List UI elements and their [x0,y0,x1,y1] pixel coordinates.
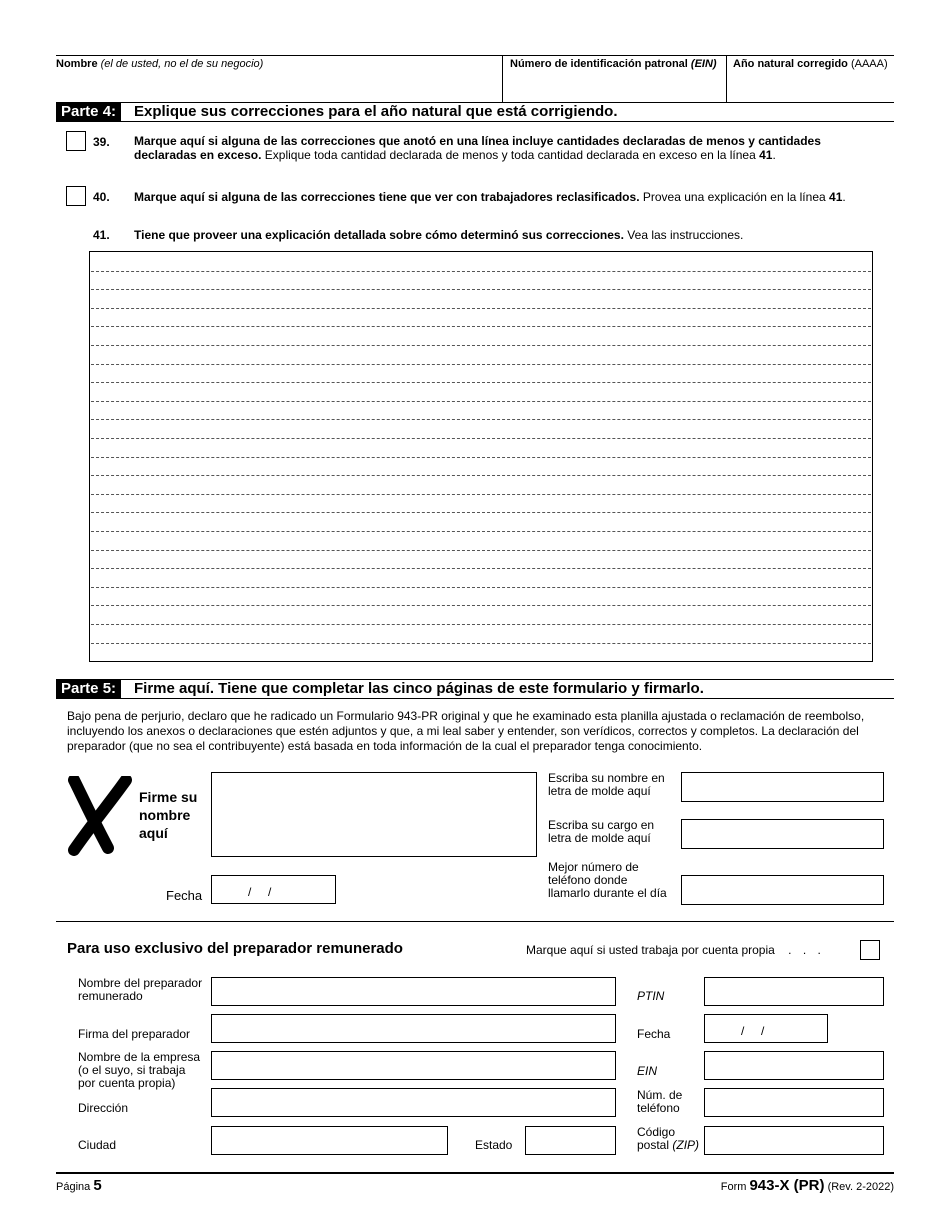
explanation-line [91,308,871,309]
preparer-signature-label: Firma del preparador [78,1027,191,1041]
form-id: Form 943-X (PR) (Rev. 2-2022) [720,1177,894,1194]
page-number: Página 5 [56,1177,102,1194]
line41-text: Tiene que proveer una explicación detallada sobre cómo determinó sus correcciones. Vea las instrucciones. [134,228,744,242]
explanation-line [91,512,871,513]
signature-date-field[interactable]: / / [211,875,336,904]
line39-number: 39. [93,135,110,149]
print-name-field[interactable] [681,772,884,802]
part4-title: Explique sus correcciones para el año natural que está corrigiendo. [134,103,618,120]
explanation-line [91,419,871,420]
sign-here-label: Firme su nombre aquí [139,789,198,841]
preparer-phone-field[interactable] [704,1088,884,1117]
explanation-line [91,494,871,495]
explanation-line [91,531,871,532]
ptin-label: PTIN [637,989,665,1003]
self-employed-label: Marque aquí si usted trabaja por cuenta propia . . . [526,943,825,957]
explanation-line [91,326,871,327]
year-field[interactable] [728,72,894,101]
print-name-label: Escriba su nombre en letra de molde aquí [548,771,665,798]
explanation-line [91,568,871,569]
date-label: Fecha [166,888,203,903]
sign-here-x-icon [68,776,132,856]
part5-title: Firme aquí. Tiene que completar las cinco páginas de este formulario y firmarlo. [134,680,704,697]
city-field[interactable] [211,1126,448,1155]
name-field-label: Nombre (el de usted, no el de su negocio) [56,58,264,70]
line41-number: 41. [93,228,110,242]
firm-name-label: Nombre de la empresa (o el suyo, si trabaja por cuenta propia) [78,1050,201,1090]
part4-badge: Parte 4: [56,102,121,121]
preparer-date-field[interactable]: / / [704,1014,828,1043]
explanation-line [91,475,871,476]
line40-number: 40. [93,190,110,204]
line40-text: Marque aquí si alguna de las correcciones tiene que ver con trabajadores reclasificados. Provea una explicación en la línea 41. [134,190,846,204]
explanation-line [91,587,871,588]
signature-field[interactable] [211,772,537,857]
self-employed-checkbox[interactable] [860,940,880,960]
declaration-text: Bajo pena de perjurio, declaro que he radicado un Formulario 943-PR original y que he examinado esta planilla ajustada o reclamación de reembolso, incluyendo los anexos o declaraciones que estén adjuntos y que, a mi leal saber y entender, son verídicos, correctos y completos. La declaración del preparador (que no sea el contribuyente) está basada en toda información de la cual el preparador tenga conocimiento. [67,709,865,753]
explanation-line [91,624,871,625]
preparer-date-label: Fecha [637,1027,671,1041]
line39-checkbox[interactable] [66,131,86,151]
address-label: Dirección [78,1101,129,1115]
explanation-line [91,345,871,346]
preparer-ein-field[interactable] [704,1051,884,1080]
explanation-line [91,271,871,272]
line39-text: Marque aquí si alguna de las correcciones que anotó en una línea incluye cantidades declaradas de menos y cantidades declaradas en exceso. Explique toda cantidad declarada de menos y toda cantidad declarada en exceso en la línea 41. [134,134,821,162]
name-field[interactable] [56,72,500,101]
line40-checkbox[interactable] [66,186,86,206]
phone-field[interactable] [681,875,884,905]
explanation-line [91,382,871,383]
address-field[interactable] [211,1088,616,1117]
ptin-field[interactable] [704,977,884,1006]
ein-field[interactable] [504,72,724,101]
part5-badge: Parte 5: [56,679,121,698]
zip-label: Código postal (ZIP) [637,1125,700,1152]
firm-name-field[interactable] [211,1051,616,1080]
explanation-line [91,457,871,458]
preparer-name-label: Nombre del preparador remunerado [78,976,203,1003]
phone-label: Mejor número de teléfono donde llamarlo durante el día [548,860,667,900]
state-field[interactable] [525,1126,616,1155]
preparer-signature-field[interactable] [211,1014,616,1043]
explanation-line [91,550,871,551]
ein-label: EIN [637,1064,658,1078]
preparer-name-field[interactable] [211,977,616,1006]
explanation-line [91,643,871,644]
year-field-label: Año natural corregido (AAAA) [733,58,888,70]
print-title-field[interactable] [681,819,884,849]
explanation-line [91,401,871,402]
city-label: Ciudad [78,1138,117,1152]
preparer-section-title: Para uso exclusivo del preparador remunerado [67,940,403,957]
explanation-line [91,364,871,365]
line41-explanation-area[interactable] [89,251,873,662]
explanation-line [91,605,871,606]
ein-field-label: Número de identificación patronal (EIN) [510,58,717,70]
state-label: Estado [475,1138,513,1152]
explanation-line [91,289,871,290]
print-title-label: Escriba su cargo en letra de molde aquí [548,818,655,845]
explanation-line [91,438,871,439]
zip-field[interactable] [704,1126,884,1155]
preparer-phone-label: Núm. de teléfono [637,1088,683,1115]
